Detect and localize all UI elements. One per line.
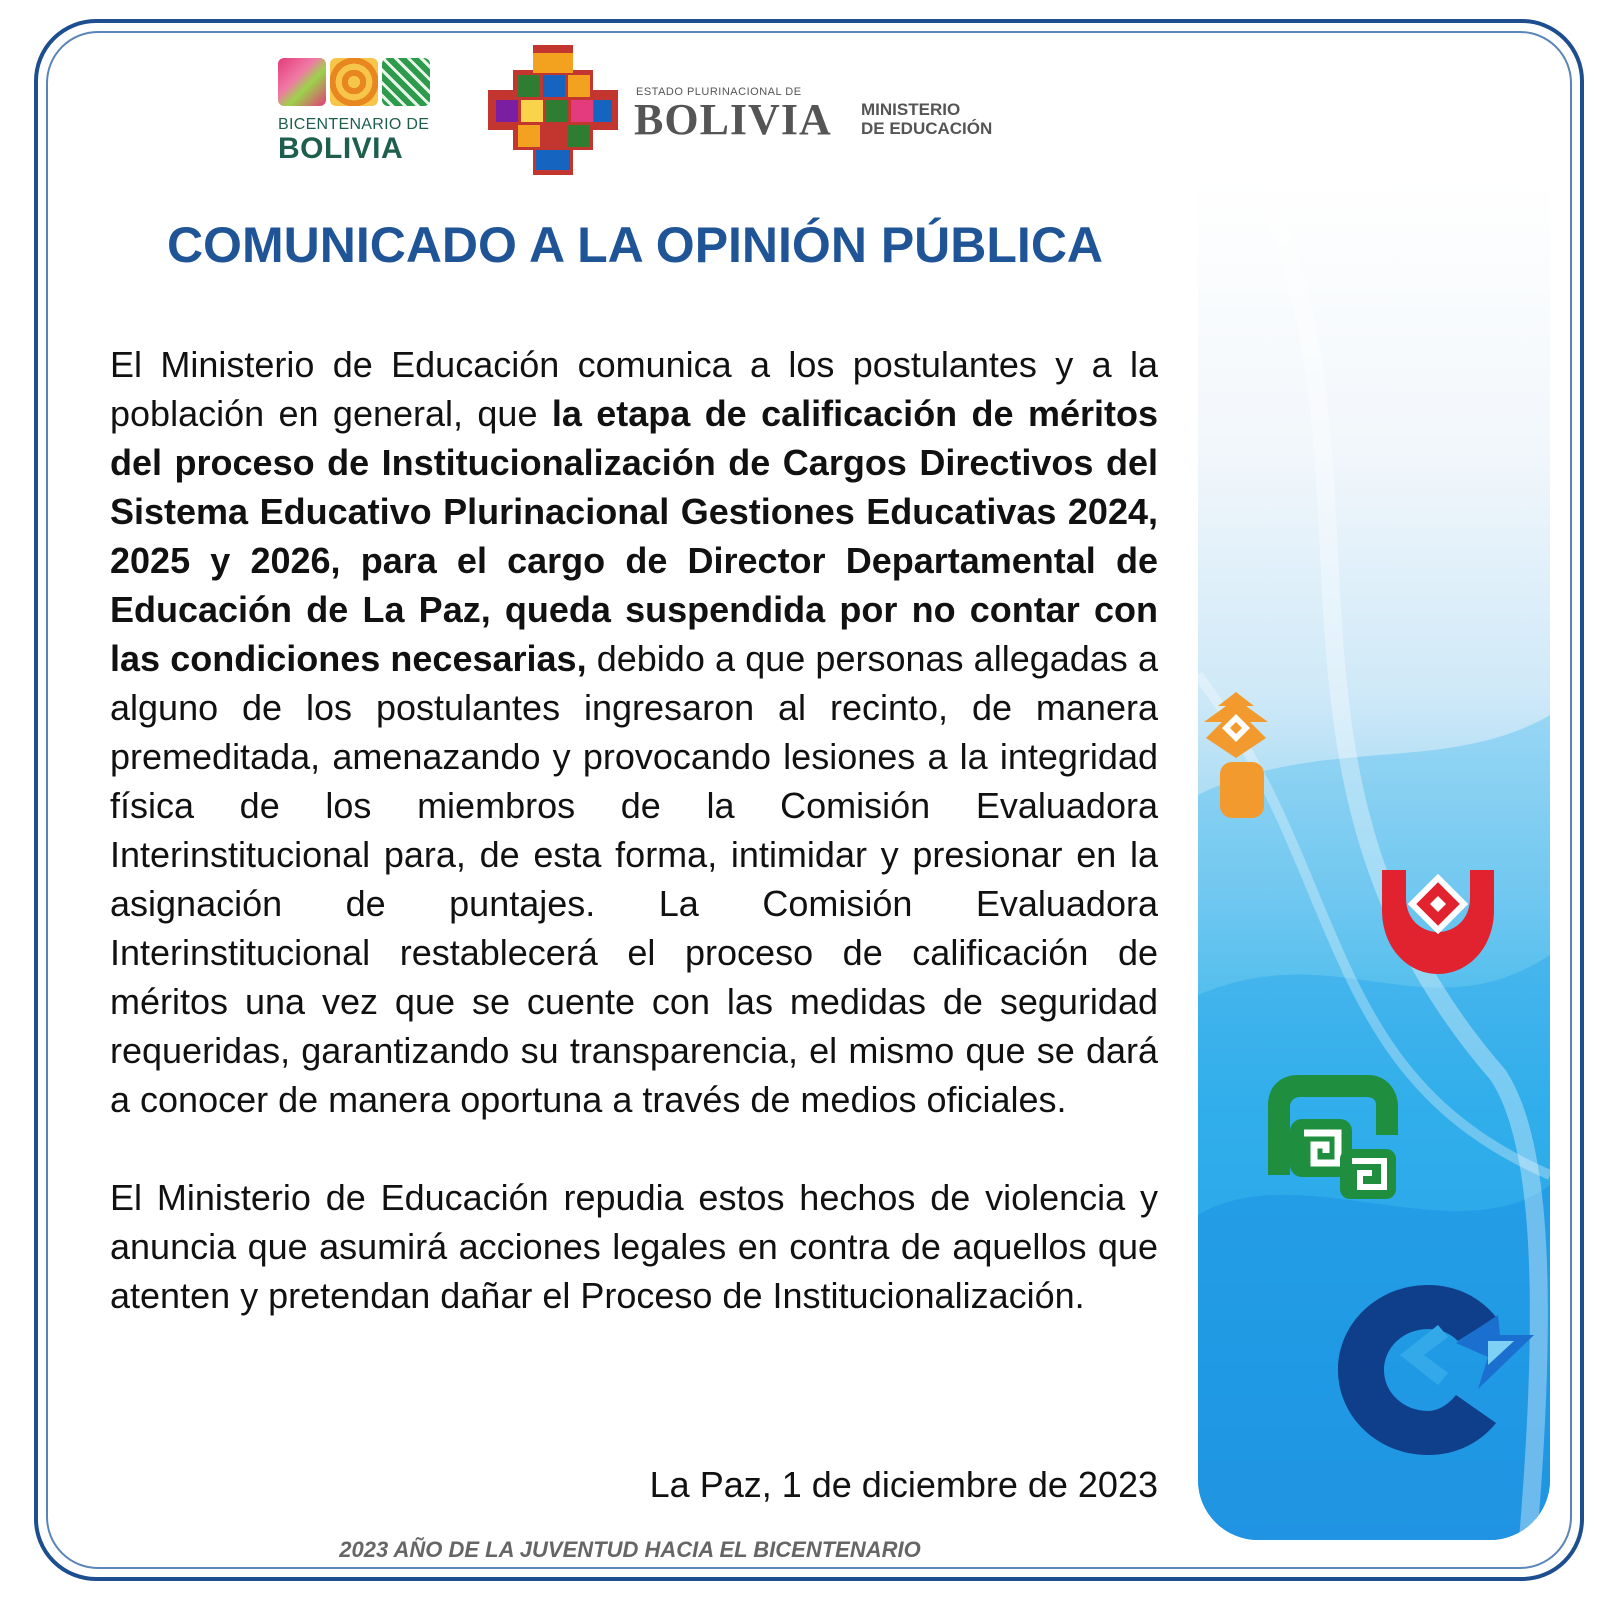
- bicentenario-label: BICENTENARIO DE: [278, 116, 430, 133]
- bicentenario-logo-icon: [278, 58, 438, 168]
- ministerio-label: MINISTERIO DE EDUCACIÓN: [861, 100, 993, 138]
- body-paragraph-1-intro: El Ministerio de Educación comunica a los postulantes y a la población en general, que: [110, 344, 1158, 434]
- body-paragraph-1: [110, 340, 1158, 1124]
- andean-red-symbol-icon: [1382, 870, 1494, 974]
- body-paragraph-1-rest: debido a que personas allegadas a alguno de los postulantes ingresaron al recinto, de manera premeditada, amenazando y provocando lesiones a la integridad física de los miembros de la Comisión Evaluadora Interinstitucional para, de esta forma, intimidar y presionar en la asignación de puntajes. La Comisión Evaluadora Interinstitucional restablecerá el proceso de calificación de méritos una vez que se cuente con las medidas de seguridad requeridas, garantizando su transparencia, el mismo que se dará a conocer de manera oportuna a través de medios oficiales.: [110, 638, 1158, 1120]
- bicentenario-tile-spiral-icon: [330, 58, 378, 106]
- bolivia-wordmark: BOLIVIA: [634, 95, 832, 144]
- date-line: La Paz, 1 de diciembre de 2023: [649, 1464, 1158, 1505]
- estado-plurinacional-label: ESTADO PLURINACIONAL DE: [636, 86, 802, 98]
- bicentenario-country: BOLIVIA: [278, 132, 404, 165]
- body-paragraph-2: El Ministerio de Educación repudia estos hechos de violencia y anuncia que asumirá acciones legales en contra de aquellos que atenten y pretendan dañar el Proceso de Institucionalización.: [110, 1177, 1158, 1316]
- page-title: COMUNICADO A LA OPINIÓN PÚBLICA: [166, 217, 1104, 273]
- andean-blue-symbol-icon: [1338, 1285, 1538, 1455]
- chakana-logo-icon: [488, 45, 618, 175]
- body-paragraph-1-bold: la etapa de calificación de méritos del proceso de Institucionalización de Cargos Directivos del Sistema Educativo Plurinacional Gestiones Educativas 2024, 2025 y 2026, para el cargo de Director Departamental de Educación de La Paz, queda suspendida por no contar con las condiciones necesarias,: [110, 393, 1158, 679]
- bicentenario-tile-green-icon: [382, 58, 430, 106]
- footer-motto: 2023 AÑO DE LA JUVENTUD HACIA EL BICENTENARIO: [339, 1537, 921, 1562]
- andean-orange-symbol-icon: [1196, 692, 1276, 824]
- communique-body: [110, 340, 1158, 1320]
- andean-green-symbol-icon: [1268, 1075, 1398, 1203]
- bicentenario-tile-pink-icon: [278, 58, 326, 106]
